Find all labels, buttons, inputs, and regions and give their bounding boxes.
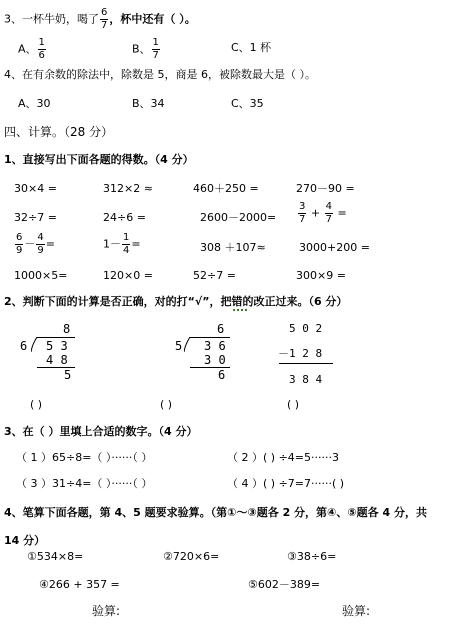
fraction-six-sevenths: $\frac{6}{7}$ — [101, 7, 108, 31]
question-4: 4、在有余数的除法中，除数是 5，商是 6，被除数最大是（ ）。 — [4, 68, 316, 81]
result-line — [279, 363, 333, 364]
answer-blank[interactable]: ( ) — [160, 398, 173, 411]
calc-item: 120×0 = — [103, 269, 153, 282]
calc-item: 52÷7 = — [193, 269, 236, 282]
check-label: 验算: — [342, 604, 371, 618]
fill-item: （ 3 ）31÷4=（ ）······（ ） — [16, 477, 153, 490]
subtrahend: －1 2 8 — [278, 347, 323, 360]
quotient: 8 — [63, 322, 71, 336]
part-2-title: 2、判断下面的计算是否正确，对的打“√”，把错的改正过来。（6 分） — [4, 295, 348, 308]
division-bar — [190, 337, 230, 338]
q4-option-b: B、34 — [132, 97, 165, 110]
written-calc: ①534×8= — [27, 550, 84, 563]
calc-item: 308 ＋107≈ — [200, 241, 266, 254]
question-3-text-start: 3、一杯牛奶，喝了 — [4, 12, 99, 26]
product: 3 0 — [204, 353, 226, 367]
calc-item: 460＋250 = — [193, 182, 259, 195]
minuend: 5 0 2 — [289, 322, 323, 335]
calc-item-one-minus: 1－ $\frac{1}{4}$ = — [103, 232, 141, 256]
written-calc: ②720×6= — [163, 550, 220, 563]
fill-item: （ 4 ）( ) ÷7=7······( ) — [227, 477, 345, 490]
calc-item: 32÷7 = — [14, 211, 57, 224]
calc-item: 3000+200 = — [299, 241, 370, 254]
q3-option-c: C、1 杯 — [231, 41, 272, 54]
section-heading: 四、计算。（28 分） — [4, 125, 114, 139]
part-3-title: 3、在（ ）里填上合适的数字。（4 分） — [4, 425, 198, 438]
calc-item: 30×4 = — [14, 182, 57, 195]
part-4-title-continued: 14 分） — [4, 534, 46, 547]
calc-item: 24÷6 = — [103, 211, 146, 224]
calc-item: 312×2 ≈ — [103, 182, 153, 195]
q4-option-a: A、30 — [18, 97, 51, 110]
calc-item-fraction-sum: $\frac{3}{7}$ + $\frac{4}{7}$ = — [299, 201, 347, 225]
dividend: 3 6 — [204, 339, 226, 353]
answer-blank[interactable]: ( ) — [30, 398, 43, 411]
spellcheck-underline — [233, 306, 247, 311]
remainder: 5 — [64, 368, 72, 382]
remainder: 6 — [218, 368, 226, 382]
quotient: 6 — [217, 322, 225, 336]
difference: 3 8 4 — [289, 373, 323, 386]
q3-option-b: B、 $\frac{1}{7}$ — [132, 37, 159, 61]
question-3-text-end: ，杯中还有（ ）。 — [109, 12, 196, 26]
part-1-title: 1、直接写出下面各题的得数。（4 分） — [4, 153, 194, 166]
answer-blank[interactable]: ( ) — [287, 398, 300, 411]
fill-item: （ 2 ）( ) ÷4=5······3 — [227, 451, 339, 464]
written-calc: ③38÷6= — [287, 550, 337, 563]
calc-item: 300×9 = — [296, 269, 346, 282]
calc-item: 1000×5= — [14, 269, 68, 282]
written-calc: ⑤602－389= — [248, 578, 321, 591]
division-bracket — [31, 337, 39, 353]
division-bracket — [184, 337, 192, 353]
q3-option-a: A、 $\frac{1}{6}$ — [18, 37, 45, 61]
calc-item: 270－90 = — [296, 182, 355, 195]
calc-item: 2600－2000= — [200, 211, 277, 224]
division-bar — [37, 337, 75, 338]
written-calc: ④266 + 357 = — [39, 578, 120, 591]
check-label: 验算: — [92, 604, 121, 618]
question-3 — [4, 8, 196, 31]
part-4-title: 4、笔算下面各题，第 4、5 题要求验算。（第①～③题各 2 分，第④、⑤题各 4 分，共 — [4, 506, 427, 519]
divisor: 5 — [175, 339, 183, 353]
fill-item: （ 1 ）65÷8=（ ）······（ ） — [16, 451, 153, 464]
calc-item-fraction-diff: $\frac{6}{9}$ － $\frac{4}{9}$ = — [16, 232, 55, 256]
divisor: 6 — [20, 339, 28, 353]
dividend: 5 3 — [46, 339, 68, 353]
product: 4 8 — [46, 353, 68, 367]
q4-option-c: C、35 — [231, 97, 264, 110]
